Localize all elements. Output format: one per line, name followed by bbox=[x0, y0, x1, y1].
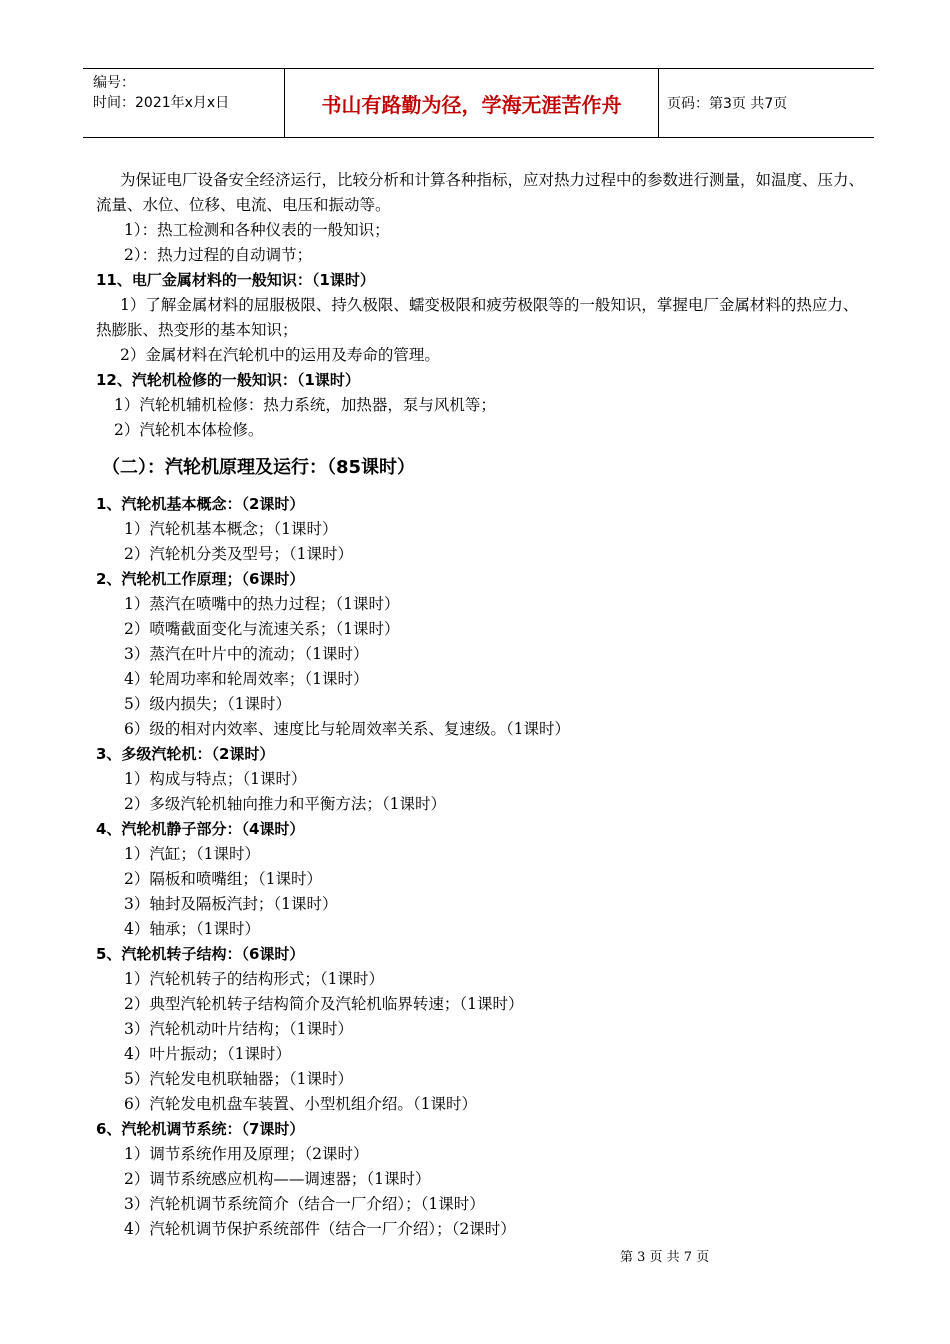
topic-item: 2）金属材料在汽轮机中的运用及寿命的管理。 bbox=[120, 346, 440, 364]
topic-title: 3、多级汽轮机：（2课时） bbox=[96, 745, 275, 763]
intro-item: 1）：热工检测和各种仪表的一般知识； bbox=[124, 221, 390, 239]
header-meta bbox=[83, 69, 285, 137]
topic-title: 11、电厂金属材料的一般知识：（1课时） bbox=[96, 271, 375, 289]
topic-item: 2）汽轮机本体检修。 bbox=[114, 421, 264, 439]
header-motto: 书山有路勤为径，学海无涯苦作舟 bbox=[285, 69, 659, 137]
page-footer: 第 3 页 共 7 页 bbox=[620, 1250, 710, 1265]
topic-item: 1）汽缸；（1课时） bbox=[124, 845, 260, 863]
topic-item: 2）典型汽轮机转子结构简介及汽轮机临界转速；（1课时） bbox=[124, 995, 524, 1013]
topic-item: 4）轮周功率和轮周效率；（1课时） bbox=[124, 670, 369, 688]
topic-item: 1）构成与特点；（1课时） bbox=[124, 770, 307, 788]
topic-title: 6、汽轮机调节系统：（7课时） bbox=[96, 1120, 305, 1138]
document-time-label: 时间：2021年x月x日 bbox=[93, 95, 230, 111]
topic-item: 2）隔板和喷嘴组；（1课时） bbox=[124, 870, 322, 888]
topic-item: 5）级内损失；（1课时） bbox=[124, 695, 291, 713]
topic-item: 1）汽轮机基本概念；（1课时） bbox=[124, 520, 338, 538]
document-number-label: 编号： bbox=[93, 75, 135, 91]
topic-item: 3）汽轮机动叶片结构；（1课时） bbox=[124, 1020, 353, 1038]
header-page-info: 页码：第3页 共7页 bbox=[667, 96, 788, 112]
topic-item: 1）汽轮机辅机检修：热力系统，加热器，泵与风机等； bbox=[114, 396, 496, 414]
topic-item: 5）汽轮发电机联轴器；（1课时） bbox=[124, 1070, 353, 1088]
topic-item: 1）蒸汽在喷嘴中的热力过程；（1课时） bbox=[124, 595, 400, 613]
topic-item: 1）了解金属材料的屈服极限、持久极限、蠕变极限和疲劳极限等的一般知识，掌握电厂金属材料的热应力、热膨胀、热变形的基本知识； bbox=[96, 296, 859, 339]
topic-item: 4）叶片振动；（1课时） bbox=[124, 1045, 291, 1063]
topic-title: 5、汽轮机转子结构：（6课时） bbox=[96, 945, 305, 963]
topic-item: 2）喷嘴截面变化与流速关系；（1课时） bbox=[124, 620, 400, 638]
intro-item: 2）：热力过程的自动调节； bbox=[124, 246, 313, 264]
topic-item: 1）调节系统作用及原理；（2课时） bbox=[124, 1145, 369, 1163]
topic-item: 1）汽轮机转子的结构形式；（1课时） bbox=[124, 970, 384, 988]
topic-title: 4、汽轮机静子部分：（4课时） bbox=[96, 820, 305, 838]
page-header bbox=[83, 68, 874, 138]
topic-item: 3）轴封及隔板汽封；（1课时） bbox=[124, 895, 338, 913]
topic-item: 4）轴承；（1课时） bbox=[124, 920, 260, 938]
topic-item: 3）蒸汽在叶片中的流动；（1课时） bbox=[124, 645, 369, 663]
topic-item: 3）汽轮机调节系统简介（结合一厂介绍）；（1课时） bbox=[124, 1195, 485, 1213]
topic-item: 2）调节系统感应机构——调速器；（1课时） bbox=[124, 1170, 431, 1188]
section-heading: （二）：汽轮机原理及运行：（85课时） bbox=[102, 457, 416, 478]
topic-title: 1、汽轮机基本概念：（2课时） bbox=[96, 495, 305, 513]
document-body bbox=[96, 168, 866, 1242]
topic-item: 4）汽轮机调节保护系统部件（结合一厂介绍）；（2课时） bbox=[124, 1220, 516, 1238]
topic-item: 2）多级汽轮机轴向推力和平衡方法；（1课时） bbox=[124, 795, 446, 813]
intro-paragraph: 为保证电厂设备安全经济运行，比较分析和计算各种指标，应对热力过程中的参数进行测量，如温度、压力、流量、水位、位移、电流、电压和振动等。 bbox=[96, 171, 865, 214]
topic-item: 6）级的相对内效率、速度比与轮周效率关系、复速级。（1课时） bbox=[124, 720, 570, 738]
topic-title: 12、汽轮机检修的一般知识：（1课时） bbox=[96, 371, 360, 389]
topic-item: 6）汽轮发电机盘车装置、小型机组介绍。（1课时） bbox=[124, 1095, 477, 1113]
topic-item: 2）汽轮机分类及型号；（1课时） bbox=[124, 545, 353, 563]
topic-title: 2、汽轮机工作原理；（6课时） bbox=[96, 570, 305, 588]
